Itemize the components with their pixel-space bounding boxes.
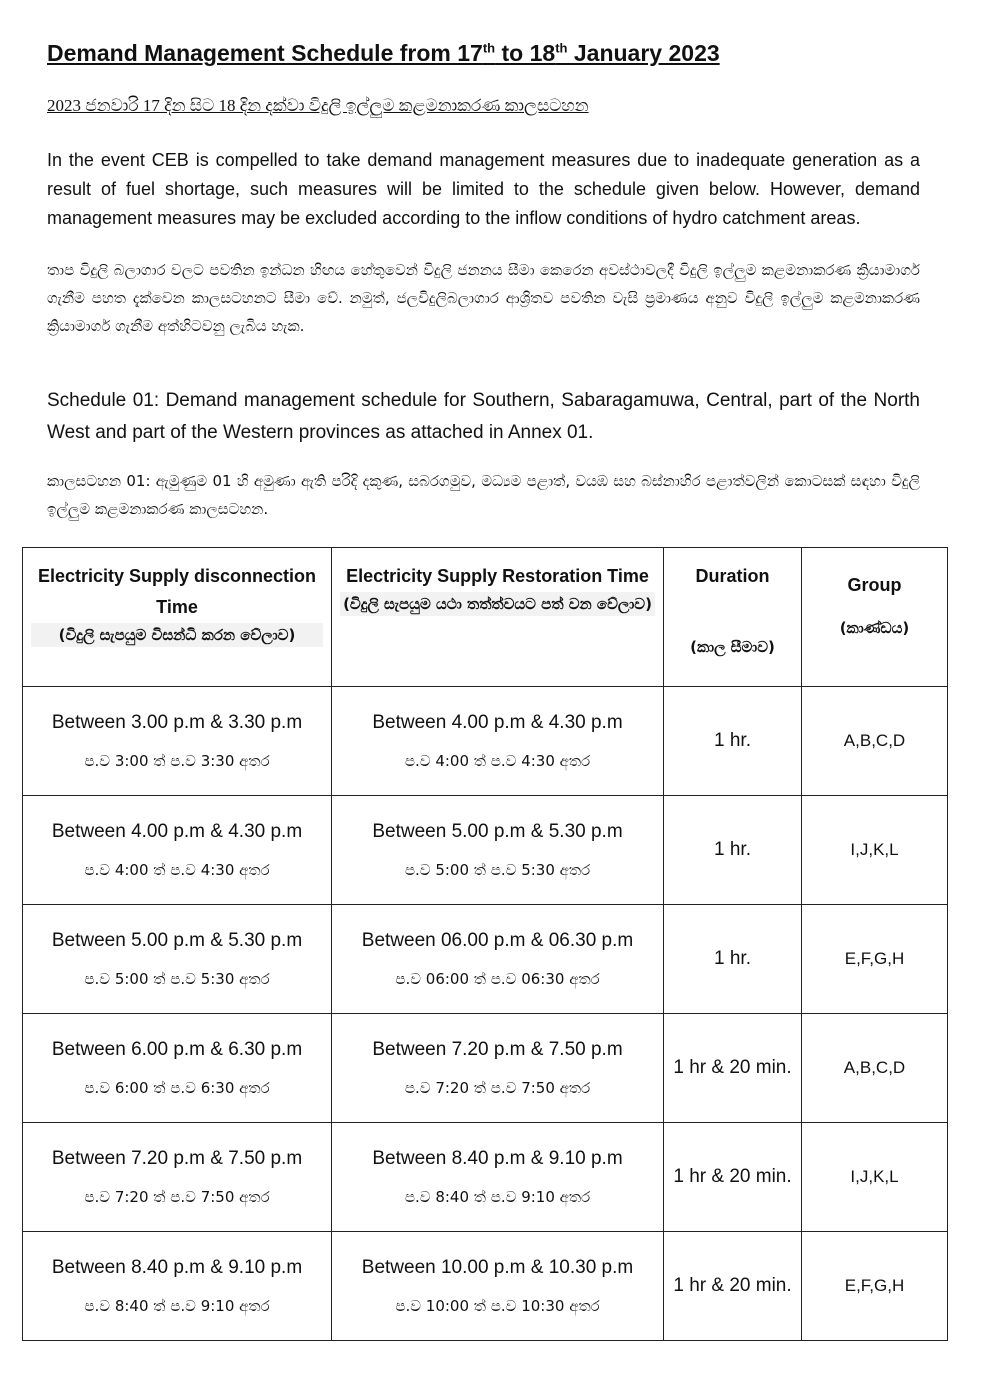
restore-time-sinhala: ප.ව 7:20 ත් ප.ව 7:50 අතර xyxy=(404,1079,591,1097)
title-main: Demand Management Schedule from 17 xyxy=(47,40,483,66)
header-disconnect-label-sinhala: (විදුලි සැපයුම විසන්ධි කරන වේලාව) xyxy=(31,623,323,647)
table-row xyxy=(23,796,948,905)
title-sup-2: th xyxy=(555,40,568,56)
disconnect-time: Between 3.00 p.m & 3.30 p.m xyxy=(51,712,303,733)
header-group-label-sinhala: (කාණ්ඩය) xyxy=(839,619,910,637)
title-sup-1: th xyxy=(482,40,496,56)
table-header-row xyxy=(23,548,948,687)
table-row xyxy=(23,1232,948,1341)
page-subtitle-sinhala: 2023 ජනවාරි 17 දින සිට 18 දින දක්වා විදුලි ඉල්ලුම කළමනාකරණ කාලසටහන xyxy=(47,96,589,115)
group-cell: I,J,K,L xyxy=(802,796,948,905)
schedule-description-sinhala: කාලසටහන 01: ඇමුණුම 01 හි අමුණා ඇති පරිදි දකුණ, සබරගමුව, මධ්‍යම පළාත්, වයඹ සහ බස්නාහිර පළාත්වලින් කොටසක් සඳහා විදුලි ඉල්ලුම කළමනාකරණ කාලසටහන. xyxy=(47,472,920,518)
page-title xyxy=(47,40,720,67)
title-mid: to 18 xyxy=(495,40,556,66)
disconnect-cell xyxy=(23,1123,332,1232)
schedule-description-english: Schedule 01: Demand management schedule for Southern, Sabaragamuwa, Central, part of the North West and part of the Western provinces as attached in Annex 01. xyxy=(47,390,920,443)
disconnect-cell xyxy=(23,687,332,796)
restore-cell xyxy=(332,1123,664,1232)
disconnect-time-sinhala: ප.ව 6:00 ත් ප.ව 6:30 අතර xyxy=(84,1079,270,1097)
restore-cell xyxy=(332,905,664,1014)
disconnect-time-sinhala: ප.ව 8:40 ත් ප.ව 9:10 අතර xyxy=(84,1297,270,1315)
header-disconnect-time xyxy=(23,548,332,687)
duration-cell: 1 hr & 20 min. xyxy=(664,1123,802,1232)
group-cell: A,B,C,D xyxy=(802,1014,948,1123)
disconnect-cell xyxy=(23,1014,332,1123)
disconnect-cell xyxy=(23,796,332,905)
restore-cell xyxy=(332,1014,664,1123)
intro-paragraph-sinhala: තාප විදුලි බලාගාර වලට පවතින ඉන්ධන හිඟය හේතුවෙන් විදුලි ජනනය සීමා කෙරෙන අවස්ථාවලදී විදුලි ඉල්ලුම කළමනාකරණ ක්‍රියාමාර්ග ගැනීම පහත දැක්වෙන කාලසටහනට සීමා වේ. නමුත්, ජලවිදුලිබලාගාර ආශ්‍රිතව පවතින වැසි ප්‍රමාණය අනුව විදුලි ඉල්ලුම කළමනාකරණ ක්‍රියාමාර්ග ගැනීම අත්හිටවනු ලැබිය හැක. xyxy=(47,261,920,335)
restore-time: Between 06.00 p.m & 06.30 p.m xyxy=(361,930,634,951)
header-restoration-time xyxy=(332,548,664,687)
disconnect-time: Between 6.00 p.m & 6.30 p.m xyxy=(51,1039,303,1060)
restore-time: Between 4.00 p.m & 4.30 p.m xyxy=(372,712,623,733)
table-row xyxy=(23,1014,948,1123)
table-row xyxy=(23,1123,948,1232)
header-restoration-label-sinhala: (විදුලි සැපයුම යථා තත්ත්වයට පත් වන වේලාව) xyxy=(340,592,655,616)
table-row xyxy=(23,687,948,796)
group-cell: A,B,C,D xyxy=(802,687,948,796)
header-restoration-label: Electricity Supply Restoration Time xyxy=(346,566,649,586)
duration-cell: 1 hr. xyxy=(664,905,802,1014)
disconnect-time: Between 5.00 p.m & 5.30 p.m xyxy=(51,930,303,951)
restore-time-sinhala: ප.ව 8:40 ත් ප.ව 9:10 අතර xyxy=(404,1188,591,1206)
restore-cell xyxy=(332,1232,664,1341)
schedule-table xyxy=(22,547,948,1341)
restore-time: Between 8.40 p.m & 9.10 p.m xyxy=(372,1148,623,1169)
restore-cell xyxy=(332,687,664,796)
disconnect-time-sinhala: ප.ව 3:00 ත් ප.ව 3:30 අතර xyxy=(84,752,270,770)
disconnect-time-sinhala: ප.ව 4:00 ත් ප.ව 4:30 අතර xyxy=(84,861,270,879)
disconnect-time: Between 7.20 p.m & 7.50 p.m xyxy=(51,1148,303,1169)
intro-paragraph-english: In the event CEB is compelled to take demand management measures due to inadequate generation as a result of fuel shortage, such measures will be limited to the schedule given below. However, demand management measures may be excluded according to the inflow conditions of hydro catchment areas. xyxy=(47,150,920,228)
title-end: January 2023 xyxy=(567,40,720,66)
header-duration-label-sinhala: (කාල සීමාව) xyxy=(690,638,775,656)
header-group-label: Group xyxy=(847,575,902,595)
group-cell: E,F,G,H xyxy=(802,1232,948,1341)
header-group xyxy=(802,548,948,687)
group-cell: I,J,K,L xyxy=(802,1123,948,1232)
duration-cell: 1 hr & 20 min. xyxy=(664,1232,802,1341)
duration-cell: 1 hr & 20 min. xyxy=(664,1014,802,1123)
header-disconnect-label: Electricity Supply disconnection Time xyxy=(37,566,317,617)
duration-cell: 1 hr. xyxy=(664,796,802,905)
header-duration-label: Duration xyxy=(695,566,770,586)
disconnect-time-sinhala: ප.ව 5:00 ත් ප.ව 5:30 අතර xyxy=(84,970,270,988)
restore-time-sinhala: ප.ව 06:00 ත් ප.ව 06:30 අතර xyxy=(395,970,600,988)
group-cell: E,F,G,H xyxy=(802,905,948,1014)
header-duration xyxy=(664,548,802,687)
disconnect-time: Between 4.00 p.m & 4.30 p.m xyxy=(51,821,303,842)
restore-time: Between 5.00 p.m & 5.30 p.m xyxy=(372,821,623,842)
disconnect-cell xyxy=(23,1232,332,1341)
disconnect-cell xyxy=(23,905,332,1014)
duration-cell: 1 hr. xyxy=(664,687,802,796)
restore-cell xyxy=(332,796,664,905)
restore-time: Between 10.00 p.m & 10.30 p.m xyxy=(361,1257,634,1278)
disconnect-time-sinhala: ප.ව 7:20 ත් ප.ව 7:50 අතර xyxy=(84,1188,270,1206)
restore-time-sinhala: ප.ව 10:00 ත් ප.ව 10:30 අතර xyxy=(395,1297,600,1315)
disconnect-time: Between 8.40 p.m & 9.10 p.m xyxy=(51,1257,303,1278)
restore-time-sinhala: ප.ව 5:00 ත් ප.ව 5:30 අතර xyxy=(404,861,591,879)
restore-time: Between 7.20 p.m & 7.50 p.m xyxy=(372,1039,623,1060)
table-row xyxy=(23,905,948,1014)
restore-time-sinhala: ප.ව 4:00 ත් ප.ව 4:30 අතර xyxy=(404,752,591,770)
